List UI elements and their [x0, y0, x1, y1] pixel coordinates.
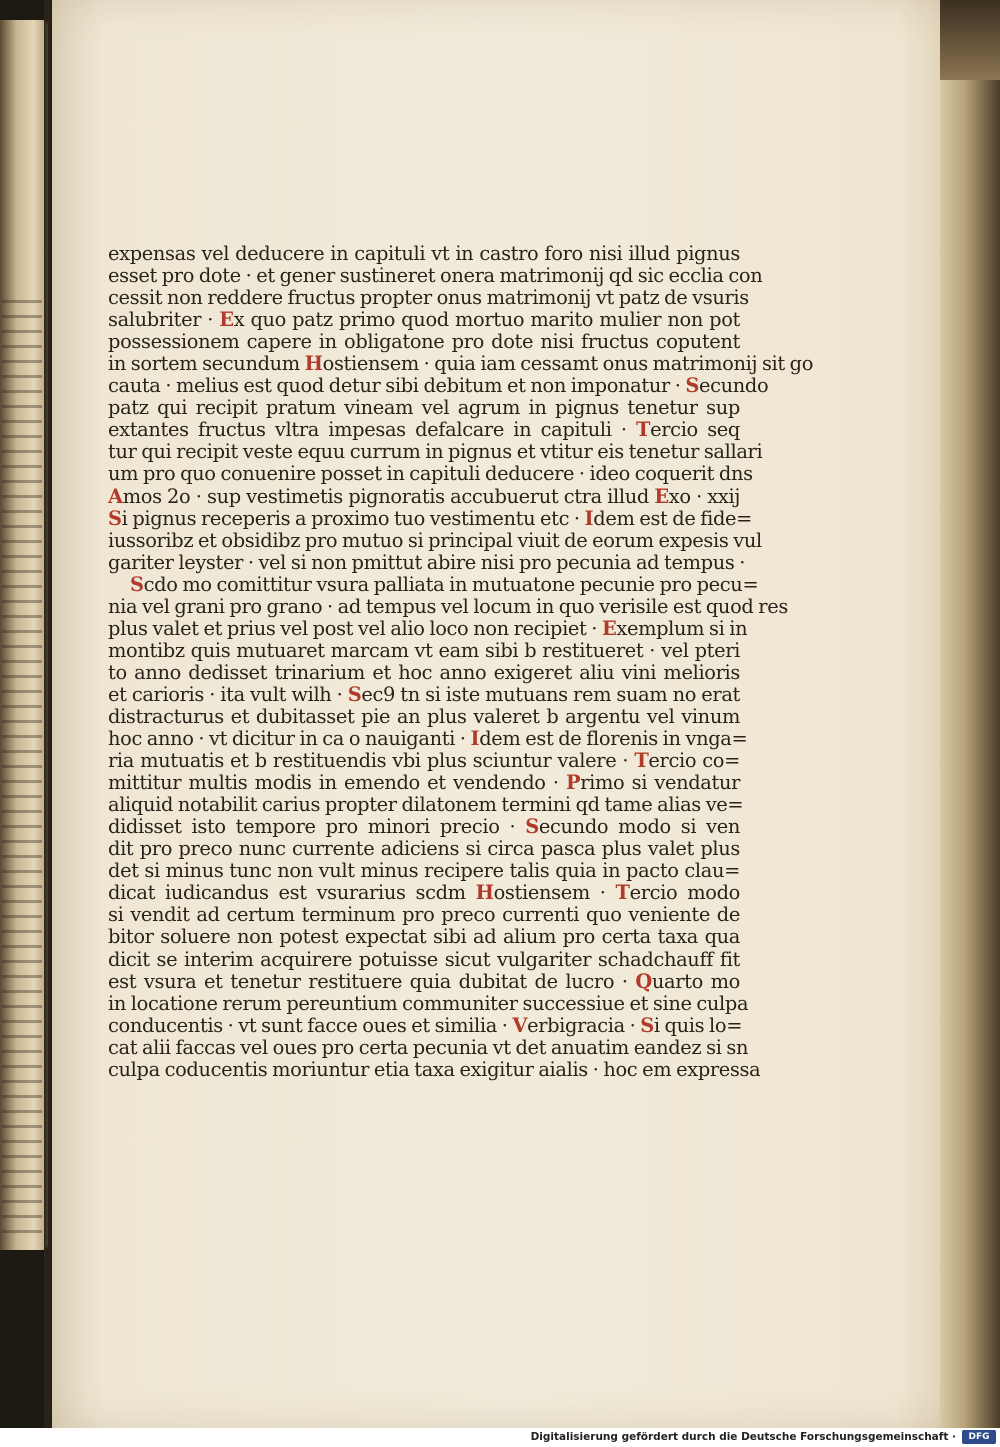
funding-credit: Digitalisierung gefördert durch die Deutsche Forschungsgemeinschaft ·: [530, 1431, 956, 1443]
text-line: cauta · melius est quod detur sibi debitum et non imponatur · Secundo: [108, 374, 769, 398]
dfg-logo: DFG: [962, 1430, 996, 1444]
latin-text-block: [108, 242, 814, 1081]
text-line: det si minus tunc non vult minus recipere talis quia in pacto clau=: [108, 859, 740, 883]
text-line: hoc anno · vt dicitur in ca o nauiganti · Idem est de florenis in vnga=: [108, 727, 748, 751]
text-line: expensas vel deducere in capituli vt in castro foro nisi illud pignus: [108, 242, 740, 265]
text-line: didisset isto tempore pro minori precio · Secundo modo si ven: [108, 815, 740, 839]
text-line: um pro quo conuenire posset in capituli deducere · ideo coquerit dns: [108, 462, 753, 486]
text-line: et carioris · ita vult wilh · Sec9 tn si iste mutuans rem suam no erat: [108, 682, 740, 706]
text-line: distracturus et dubitasset pie an plus valeret b argentu vel vinum: [108, 704, 740, 728]
text-line: esset pro dote · et gener sustineret onera matrimonij qd sic ecclia con: [108, 264, 763, 288]
text-line: tur qui recipit veste equu currum in pignus et vtitur eis tenetur sallari: [108, 440, 763, 464]
text-line: in sortem secundum Hostiensem · quia iam cessamt onus matrimonij sit go: [108, 352, 814, 376]
text-line: mittitur multis modis in emendo et vendendo · Primo si vendatur: [108, 771, 740, 795]
text-line: cessit non reddere fructus propter onus matrimonij vt patz de vsuris: [108, 286, 749, 310]
cover-corner: [940, 0, 1000, 80]
text-line: montibz quis mutuaret marcam vt eam sibi b restitueret · vel pteri: [108, 638, 740, 662]
text-line: Amos 2o · sup vestimetis pignoratis accubuerut ctra illud Exo · xxij: [108, 484, 740, 508]
text-line: Scdo mo comittitur vsura palliata in mutuatone pecunie pro pecu=: [130, 572, 759, 596]
text-line: Si pignus receperis a proximo tuo vestimentu etc · Idem est de fide=: [108, 506, 753, 530]
text-line: aliquid notabilit carius propter dilatonem termini qd tame alias ve=: [108, 793, 744, 817]
text-line: nia vel grani pro grano · ad tempus vel locum in quo verisile est quod res: [108, 594, 788, 618]
text-line: gariter leyster · vel si non pmittut abire nisi pro pecunia ad tempus ·: [108, 550, 746, 574]
text-line: conducentis · vt sunt facce oues et similia · Verbigracia · Si quis lo=: [108, 1013, 743, 1037]
text-line: si vendit ad certum terminum pro preco currenti quo veniente de: [108, 903, 740, 927]
text-line: plus valet et prius vel post vel alio loco non recipiet · Exemplum si in: [108, 616, 748, 640]
text-line: iussoribz et obsidibz pro mutuo si principal viuit de eorum expesis vul: [108, 528, 762, 552]
left-page-text-fragment: [2, 300, 42, 1240]
text-line: to anno dedisset trinarium et hoc anno exigeret aliu vini melioris: [108, 660, 740, 684]
text-line: dicit se interim acquirere potuisse sicut vulgariter schadchauff fit: [108, 947, 740, 971]
left-page-edge: [0, 20, 48, 1250]
text-line: dicat iudicandus est vsurarius scdm Hostiensem · Tercio modo: [108, 881, 741, 905]
text-line: culpa coducentis moriuntur etia taxa exigitur aialis · hoc em expressa: [108, 1057, 761, 1081]
text-line: in locatione rerum pereuntium communiter successiue et sine culpa: [108, 991, 749, 1015]
text-line: bitor soluere non potest expectat sibi ad alium pro certa taxa qua: [108, 925, 740, 949]
page-stack-edge: [940, 0, 1000, 1428]
text-line: ria mutuatis et b restituendis vbi plus sciuntur valere · Tercio co=: [108, 749, 740, 773]
text-line: extantes fructus vltra impesas defalcare in capituli · Tercio seq: [108, 418, 740, 442]
text-line: cat alii faccas vel oues pro certa pecunia vt det anuatim eandez si sn: [108, 1035, 749, 1059]
text-line: possessionem capere in obligatone pro dote nisi fructus coputent: [108, 330, 740, 354]
text-line: salubriter · Ex quo patz primo quod mortuo marito mulier non pot: [108, 308, 740, 332]
text-line: dit pro preco nunc currente adiciens si circa pasca plus valet plus: [108, 837, 740, 861]
text-line: patz qui recipit pratum vineam vel agrum in pignus tenetur sup: [108, 396, 740, 420]
text-line: est vsura et tenetur restituere quia dubitat de lucro · Quarto mo: [108, 969, 740, 993]
